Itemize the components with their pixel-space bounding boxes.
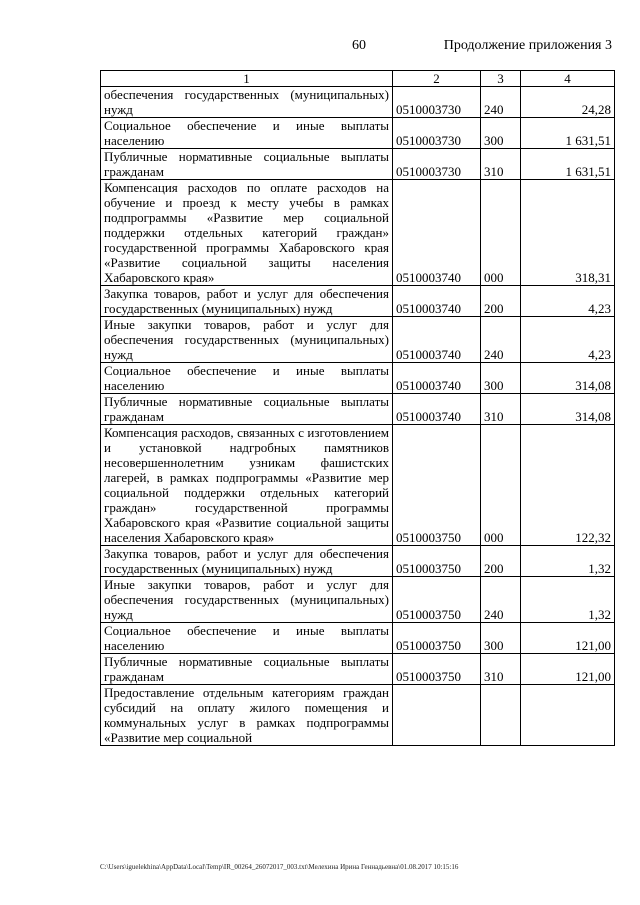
table-row (101, 654, 615, 685)
row-type-cell: 310 (481, 654, 521, 685)
row-name-cell: Публичные нормативные социальные выплаты гражданам (101, 149, 393, 180)
table-row (101, 546, 615, 577)
row-amount-cell: 314,08 (521, 394, 615, 425)
row-type-cell (481, 685, 521, 746)
table-row (101, 87, 615, 118)
row-name-cell: Социальное обеспечение и иные выплаты населению (101, 623, 393, 654)
row-name-cell: Социальное обеспечение и иные выплаты населению (101, 363, 393, 394)
row-amount-cell: 1 631,51 (521, 118, 615, 149)
row-amount-cell: 318,31 (521, 180, 615, 286)
row-type-cell: 240 (481, 87, 521, 118)
table-row (101, 685, 615, 746)
row-type-cell: 300 (481, 623, 521, 654)
row-type-cell: 240 (481, 317, 521, 363)
row-code-cell: 0510003750 (393, 425, 481, 546)
row-amount-cell: 121,00 (521, 654, 615, 685)
row-amount-cell: 1 631,51 (521, 149, 615, 180)
row-name-cell: Закупка товаров, работ и услуг для обеспечения государственных (муниципальных) нужд (101, 546, 393, 577)
column-header-3: 3 (481, 71, 521, 87)
row-type-cell: 000 (481, 180, 521, 286)
row-amount-cell: 122,32 (521, 425, 615, 546)
table-row (101, 118, 615, 149)
row-name-cell: Иные закупки товаров, работ и услуг для обеспечения государственных (муниципальных) нужд (101, 577, 393, 623)
row-code-cell: 0510003740 (393, 180, 481, 286)
row-code-cell: 0510003730 (393, 118, 481, 149)
row-name-cell: Публичные нормативные социальные выплаты гражданам (101, 654, 393, 685)
row-name-cell: Иные закупки товаров, работ и услуг для обеспечения государственных (муниципальных) нужд (101, 317, 393, 363)
row-type-cell: 000 (481, 425, 521, 546)
budget-table (100, 70, 615, 746)
row-code-cell: 0510003740 (393, 317, 481, 363)
table-row (101, 286, 615, 317)
row-code-cell: 0510003730 (393, 87, 481, 118)
table-row (101, 317, 615, 363)
row-type-cell: 310 (481, 149, 521, 180)
row-name-cell: Компенсация расходов по оплате расходов на обучение и проезд к месту учебы в рамках подпрограммы «Развитие мер социальной поддержки отдельных категорий граждан» государственной программы Хабаровского края «Развитие социальной защиты населения Хабаровского края» (101, 180, 393, 286)
table-row (101, 577, 615, 623)
row-name-cell: Предоставление отдельным категориям граждан субсидий на оплату жилого помещения и коммунальных услуг в рамках подпрограммы «Развитие мер социальной (101, 685, 393, 746)
row-type-cell: 300 (481, 118, 521, 149)
table-row (101, 180, 615, 286)
row-type-cell: 310 (481, 394, 521, 425)
row-amount-cell (521, 685, 615, 746)
table-header-row (101, 71, 615, 87)
row-amount-cell: 24,28 (521, 87, 615, 118)
row-code-cell: 0510003740 (393, 363, 481, 394)
row-amount-cell: 1,32 (521, 546, 615, 577)
table-body (101, 87, 615, 746)
row-name-cell: Компенсация расходов, связанных с изготовлением и установкой надгробных памятников несовершеннолетним узникам фашистских лагерей, в рамках подпрограммы «Развитие мер социальной поддержки отдельных категорий граждан» государственной программы Хабаровского края «Развитие социальной защиты населения Хабаровского края» (101, 425, 393, 546)
row-amount-cell: 1,32 (521, 577, 615, 623)
table-row (101, 425, 615, 546)
row-code-cell: 0510003750 (393, 623, 481, 654)
row-name-cell: Закупка товаров, работ и услуг для обеспечения государственных (муниципальных) нужд (101, 286, 393, 317)
row-name-cell: Публичные нормативные социальные выплаты гражданам (101, 394, 393, 425)
row-amount-cell: 4,23 (521, 317, 615, 363)
row-code-cell: 0510003740 (393, 286, 481, 317)
table-row (101, 394, 615, 425)
row-code-cell: 0510003750 (393, 546, 481, 577)
column-header-4: 4 (521, 71, 615, 87)
row-code-cell: 0510003750 (393, 654, 481, 685)
footer-file-path: C:\Users\iguelekhina\AppData\Local\Temp\IR_00264_26072017_003.txt\Мелехина Ирина Геннадьевна\01.08.2017 10:15:16 (100, 863, 459, 871)
continuation-title: Продолжение приложения 3 (443, 38, 612, 53)
table-row (101, 623, 615, 654)
column-header-2: 2 (393, 71, 481, 87)
row-name-cell: обеспечения государственных (муниципальных) нужд (101, 87, 393, 118)
row-type-cell: 300 (481, 363, 521, 394)
row-type-cell: 200 (481, 286, 521, 317)
row-code-cell: 0510003730 (393, 149, 481, 180)
row-type-cell: 240 (481, 577, 521, 623)
row-amount-cell: 4,23 (521, 286, 615, 317)
row-code-cell: 0510003750 (393, 577, 481, 623)
row-code-cell: 0510003740 (393, 394, 481, 425)
row-amount-cell: 121,00 (521, 623, 615, 654)
row-name-cell: Социальное обеспечение и иные выплаты населению (101, 118, 393, 149)
row-amount-cell: 314,08 (521, 363, 615, 394)
row-type-cell: 200 (481, 546, 521, 577)
column-header-1: 1 (101, 71, 393, 87)
row-code-cell (393, 685, 481, 746)
page-number: 60 (352, 38, 366, 53)
table-row (101, 149, 615, 180)
table-row (101, 363, 615, 394)
